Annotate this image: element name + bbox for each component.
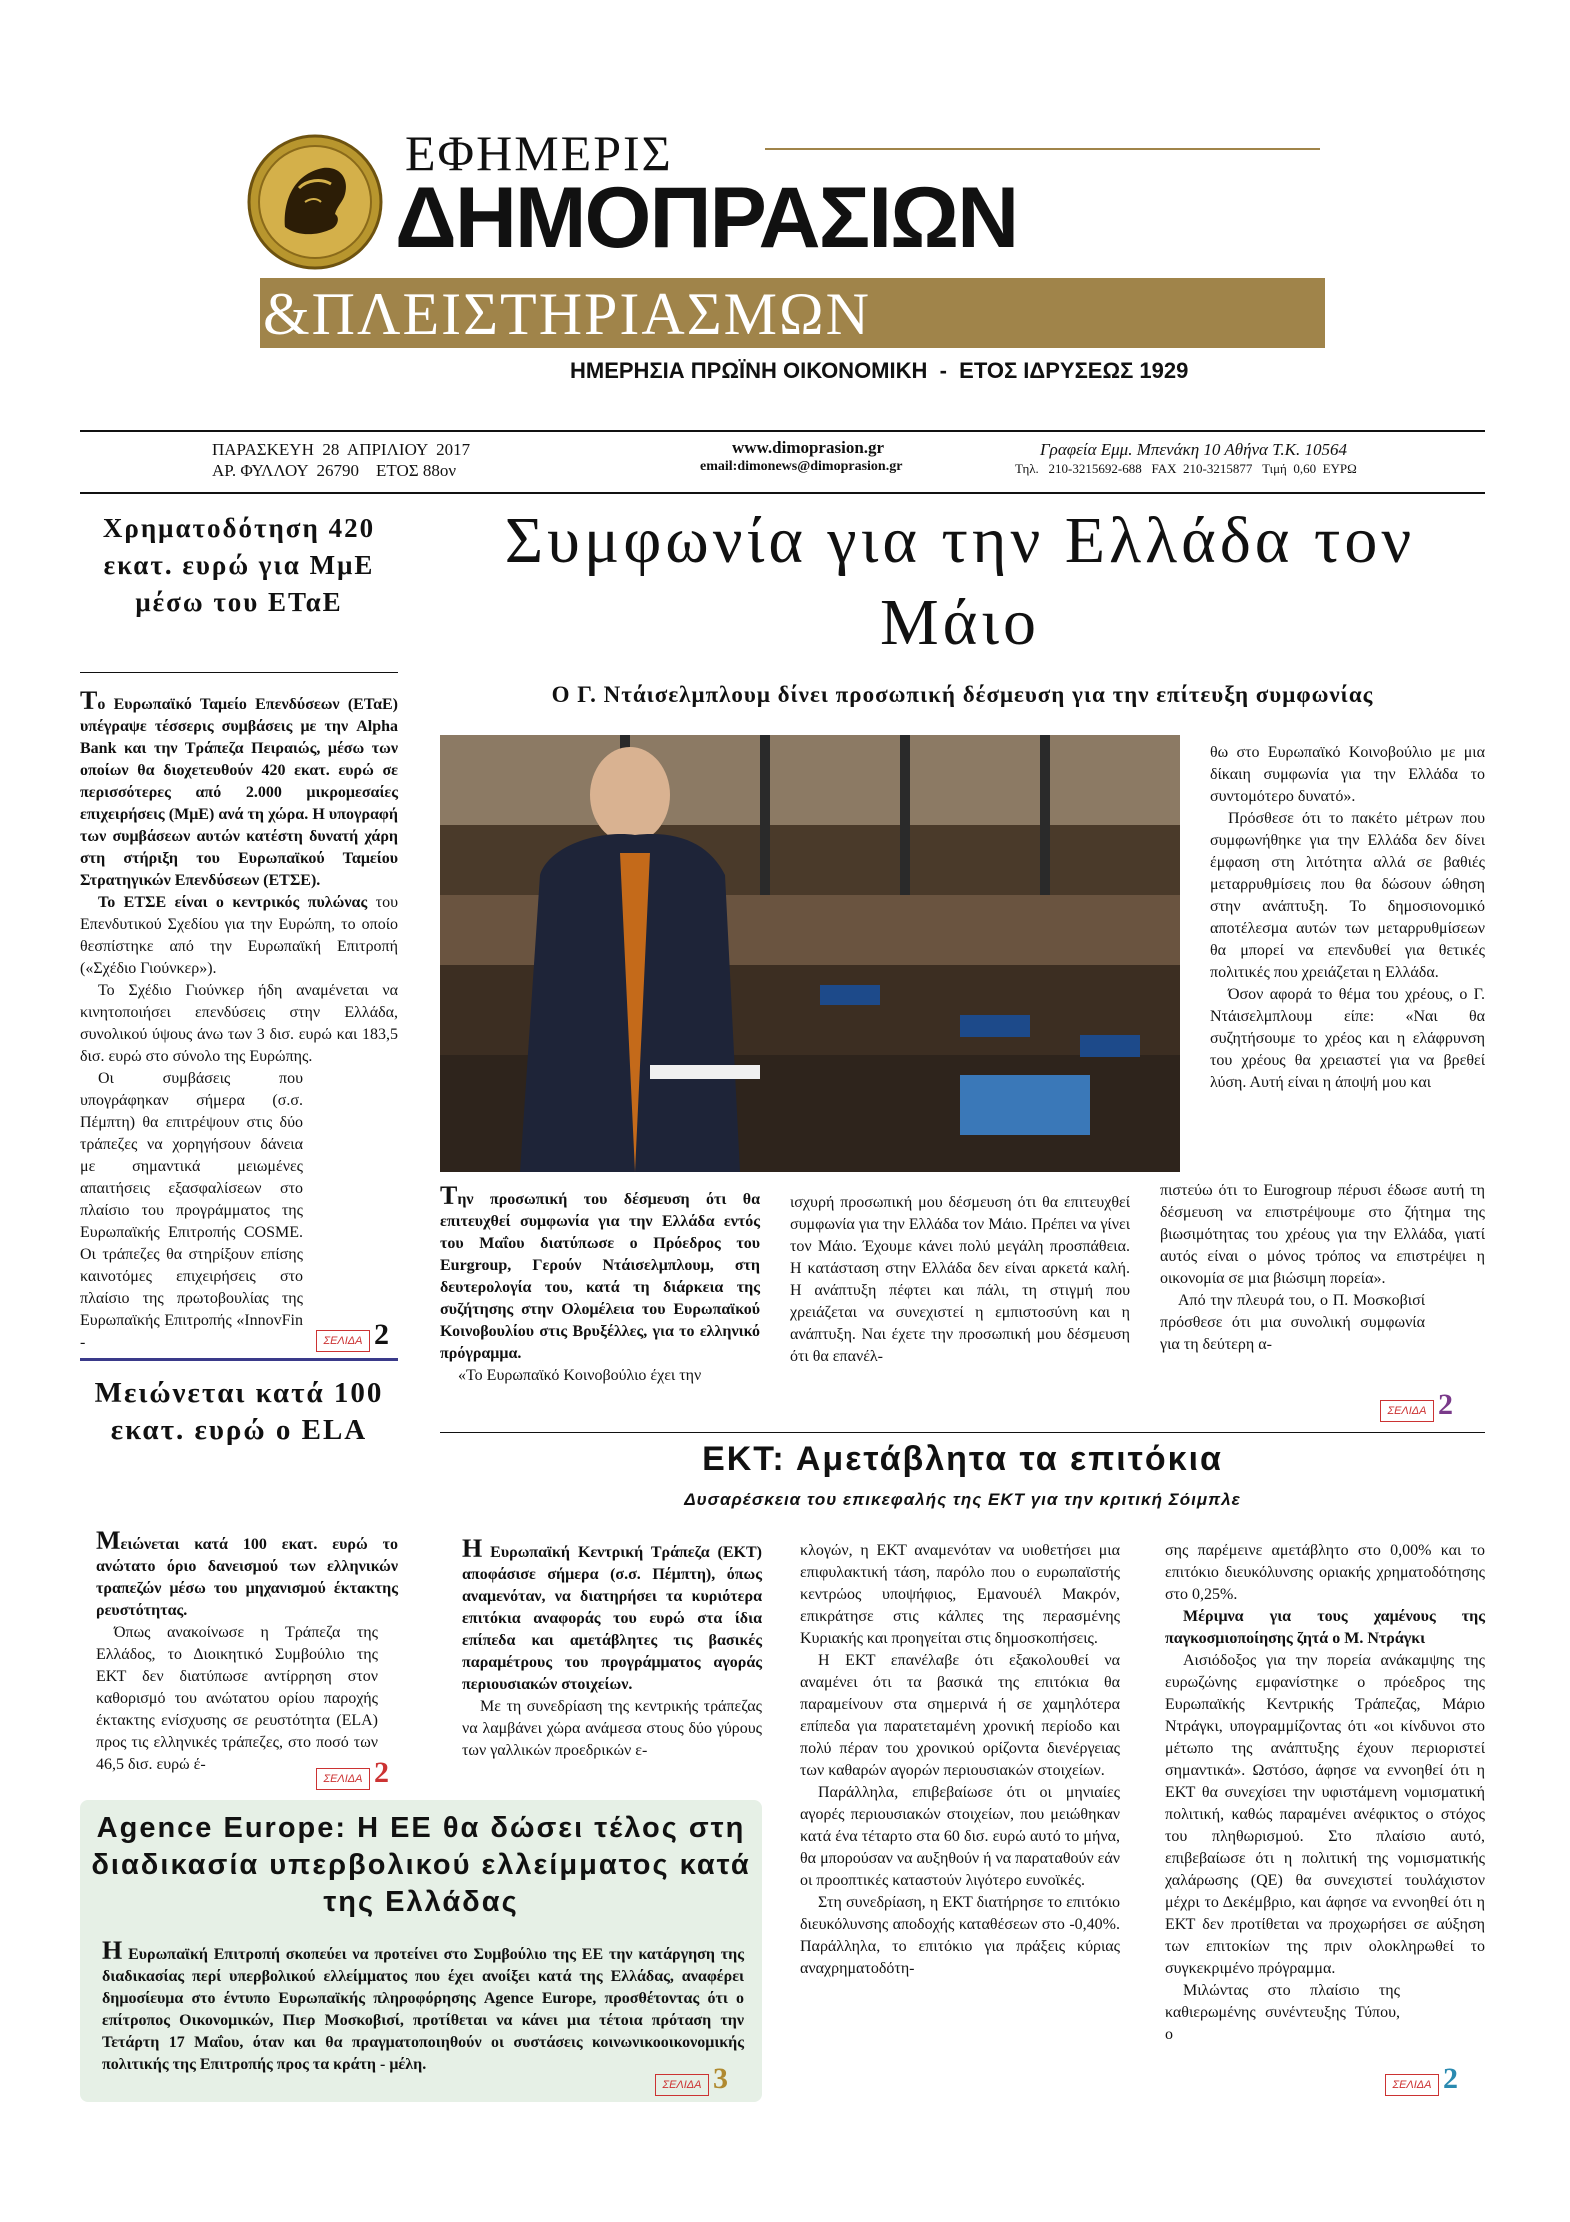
left1-paragraph-2-lead: Το ΕΤΣΕ είναι ο κεντρικός πυλώνας: [98, 894, 368, 911]
masthead-line1: ΕΦΗΜΕΡΙΣ: [405, 125, 673, 181]
main-subhead: Ο Γ. Ντάισελμπλουμ δίνει προσωπική δέσμευση για την επίτευξη συμφωνίας: [551, 682, 1374, 707]
main-col3-paragraph-5: Από την πλευρά του, ο Π. Μοσκοβισί πρόσθεσε ότι μια συνολική συμφωνία για τη δεύτερη α-: [1160, 1292, 1425, 1353]
left1-paragraph-1: ο Ευρωπαϊκό Ταμείο Επενδύσεων (ΕΤαΕ) υπέγραψε τέσσερις συμβάσεις με την Alpha Bank και την Τράπεζα Πειραιώς, μέσω των οποίων θα διοχετευθούν 420 εκατ. ευρώ σε περισσότερες από 2.000 μικρομεσαίες επιχειρήσεις (ΜμΕ) ανά τη χώρα. Η υπογραφή των συμβάσεων αυτών κατέστη δυνατή χάρη στη στήριξη του Ευρωπαϊκού Ταμείου Στρατηγικών Επενδύσεων (ΕΤΣΕ).: [80, 696, 398, 889]
left1-page-number: 2: [374, 1318, 389, 1351]
masthead-line2: ΔΗΜΟΠΡΑΣΙΩΝ: [395, 170, 1018, 266]
ecb-col2-paragraph-4: Στη συνεδρίαση, η ΕΚΤ διατήρησε το επιτόκιο διευκόλυνσης αποδοχής καταθέσεων στο -0,40%. Παράλληλα, το επιτόκιο για πράξεις κύριας αναχρηματοδότη-: [800, 1894, 1120, 1977]
ecb-col3-subhead: Μέριμνα για τους χαμένους της παγκοσμιοποίησης ζητά ο Μ. Ντράγκι: [1165, 1608, 1485, 1647]
main-headline: Συμφωνία για την Ελλάδα τον Μάιο: [504, 504, 1416, 659]
left1-dropcap: Τ: [80, 686, 98, 715]
issue-date: ΠΑΡΑΣΚΕΥΗ 28 ΑΠΡΙΛΙΟΥ 2017: [212, 440, 471, 459]
main-col3-lower: [1160, 1180, 1485, 1356]
main-dropcap: Τ: [440, 1181, 458, 1210]
main-col3-paragraph-1: θω στο Ευρωπαϊκό Κοινοβούλιο με μια δίκαιη συμφωνία για την Ελλάδα το συντομότερο δυνατό».: [1210, 744, 1485, 805]
main-col3-paragraph-2: Πρόσθεσε ότι το πακέτο μέτρων που συμφωνήθηκε για την Ελλάδα δεν δίνει έμφαση στη λιτότητα αλλά σε βαθιές μεταρρυθμίσεις που θα δώσουν ώθηση στην ανάπτυξη. Το δημοσιονομικό αποτέλεσμα αυτών των μεταρρυθμίσεων θα μπορεί να επενδυθεί για θετικές πολιτικές που χρειάζεται η Ελλάδα.: [1210, 810, 1485, 981]
ecb-col3-paragraph-3: Μιλώντας στο πλαίσιο της καθιερωμένης συνέντευξης Τύπου, ο: [1165, 1982, 1400, 2043]
left1-bottom-rule: [80, 1358, 398, 1361]
masthead-rule: [765, 148, 1320, 150]
main-col2: [790, 1192, 1130, 1368]
main-page-ref-label: ΣΕΛΙΔΑ: [1380, 1400, 1434, 1422]
agence-dropcap: Η: [102, 1936, 123, 1965]
main-col2-paragraph-1: ισχυρή προσωπική μου δέσμευση ότι θα επιτευχθεί συμφωνία για την Ελλάδα τον Μάιο. Πρέπει να γίνει τον Μάιο. Έχουμε κάνει πολύ μεγάλη προσπάθεια. Η κατάσταση στην Ελλάδα δεν είναι αρκετά καλή. Η ανάπτυξη πέφτει και πάλι, τη στιγμή που χρειάζεται να συνεχιστεί η εμπιστοσύνη και η ανάπτυξη. Ναι έχετε την προσωπική μου δέσμευση ότι θα επανέλ-: [790, 1194, 1130, 1365]
left2-paragraph-1: ειώνεται κατά 100 εκατ. ευρώ το ανώτατο όριο δανεισμού των ελληνικών τραπεζών μέσω του μηχανισμού έκτακτης ρευστότητας.: [96, 1536, 398, 1619]
left1-title-rule: [80, 672, 398, 673]
masthead-line3: &ΠΛΕΙΣΤΗΡΙΑΣΜΩΝ: [263, 281, 871, 347]
website-link[interactable]: www.dimoprasion.gr: [732, 438, 885, 457]
ecb-col2-paragraph-2: Η ΕΚΤ επανέλαβε ότι εξακολουθεί να αναμένει ότι τα βασικά της επιτόκια θα παραμείνουν στα σημερινά ή σε χαμηλότερα επίπεδα για παρατεταμένη χρονική περίοδο και πολύ πέραν του χρονικού ορίζοντα διενέργειας των καθαρών αγορών περιουσιακών στοιχείων.: [800, 1652, 1120, 1779]
ecb-continued[interactable]: [1385, 2062, 1458, 2096]
ecb-page-number: 2: [1443, 2062, 1458, 2095]
agence-paragraph-1: Ευρωπαϊκή Επιτροπή σκοπεύει να προτείνει στο Συμβούλιο της ΕΕ την κατάργηση της διαδικασίας περί υπερβολικού ελλείμματος που έχει ανοίξει κατά της Ελλάδας, αναφέρει δημοσίευμα στο έντυπο Ευρωπαϊκής πληροφόρησης Agence Europe, προσθέτοντας ότι ο επίτροπος Οικονομικών, Πιερ Μοσκοβισί, προτίθεται να κάνει μια τέτοια πρόταση την Τετάρτη 17 Μαΐου, όταν και θα πραγματοποιηθούν οι συστάσεις κοινωνικοοικονομικής πολιτικής της Επιτροπής προς τα κράτη - μέλη.: [102, 1946, 744, 2073]
left1-continued[interactable]: [316, 1318, 389, 1352]
main-bottom-rule: [440, 1432, 1485, 1433]
ecb-col3: [1165, 1540, 1485, 2046]
info-bar-bottom-rule: [80, 492, 1485, 494]
agence-page-number: 3: [713, 2062, 728, 2095]
ecb-col2-paragraph-1: κλογών, η ΕΚΤ αναμενόταν να υιοθετήσει μια επιφυλακτική τάση, παρόλο που ο ευρωπαϊστής κεντρώος υποψήφιος, Εμανουέλ Μακρόν, επικράτησε στις κάλπες της περασμένης Κυριακής και προηγείται στις δημοσκοπήσεις.: [800, 1542, 1120, 1647]
main-col1-paragraph-1: ην προσωπική του δέσμευση ότι θα επιτευχθεί συμφωνία για την Ελλάδα εντός του Μαΐου διατύπωσε ο Πρόεδρος του Eurgroup, Γερούν Ντάισελμπλουμ, στη δευτερολογία του, κατά τη διάρκεια της συζήτησης στην Ολομέλεια του Ευρωπαϊκού Κοινοβουλίου στις Βρυξέλλες, για το ελληνικό πρόγραμμα.: [440, 1191, 760, 1362]
ecb-col3-paragraph-1: σης παρέμεινε αμετάβλητο στο 0,00% και το επιτόκιο διευκόλυνσης οριακής χρηματοδότησης στο 0,25%.: [1165, 1542, 1485, 1603]
ecb-col1-paragraph-2: Με τη συνεδρίαση της κεντρικής τράπεζας να λαμβάνει χώρα ανάμεσα στους δύο γύρους των γαλλικών προεδρικών ε-: [462, 1698, 762, 1759]
left1-paragraph-2: του Επενδυτικού Σχεδίου για την Ευρώπη, το οποίο θεσπίστηκε από την Ευρωπαϊκή Επιτροπή («Σχέδιο Γιούνκερ»).: [80, 894, 398, 977]
issue-number: ΑΡ. ΦΥΛΛΟΥ 26790 ΕΤΟΣ 88ον: [212, 461, 457, 480]
left1-body: [80, 686, 398, 1354]
ecb-col1-paragraph-1: Ευρωπαϊκή Κεντρική Τράπεζα (ΕΚΤ) αποφάσισε σήμερα (σ.σ. Πέμπτη), όπως αναμενόταν, να διατηρήσει τα κυριότερα επιτόκια αναφοράς του ευρώ στα ίδια επίπεδα και αμετάβλητες τις βασικές παραμέτρους του προγράμματος αγοράς περιουσιακών στοιχείων.: [462, 1544, 762, 1693]
main-col3-paragraph-4: πιστεύω ότι το Eurogroup πέρυσι έδωσε αυτή τη δέσμευση να επιστρέψουμε στο ζήτημα της βιωσιμότητας του χρέους για την Ελλάδα, γιατί αυτός είναι ο μόνος τρόπος να επιστρέψει η οικονομία σε μια βιώσιμη πορεία».: [1160, 1182, 1485, 1287]
ecb-col2: [800, 1540, 1120, 1980]
ecb-col2-paragraph-3: Παράλληλα, επιβεβαίωσε ότι οι μηνιαίες αγορές περιουσιακών στοιχείων, που μειώθηκαν κατά ένα τέταρτο στα 60 δισ. ευρώ αυτό το μήνα, θα μπορούσαν να αυξηθούν ή να παραταθούν εάν οι προοπτικές καταστούν λιγότερο ευνοϊκές.: [800, 1784, 1120, 1889]
main-col1: [440, 1181, 760, 1387]
ecb-col1: [462, 1534, 762, 1762]
left2-page-ref-label: ΣΕΛΙΔΑ: [316, 1768, 370, 1790]
office-address: Γραφεία Εμμ. Μπενάκη 10 Αθήνα Τ.Κ. 10564: [1040, 440, 1348, 459]
main-photo: [440, 735, 1180, 1172]
email-link[interactable]: email:dimonews@dimoprasion.gr: [700, 459, 903, 474]
main-col1-paragraph-2: «Το Ευρωπαϊκό Κοινοβούλιο έχει την: [458, 1367, 702, 1384]
agence-page-ref-label: ΣΕΛΙΔΑ: [655, 2074, 709, 2096]
left2-body: [96, 1526, 398, 1776]
left1-paragraph-3: Το Σχέδιο Γιούνκερ ήδη αναμένεται να κινητοποιήσει επενδύσεις στην Ελλάδα, συνολικού ύψους άνω των 3 δισ. ευρώ και 183,5 δισ. ευρώ στο σύνολο της Ευρώπης.: [80, 982, 398, 1065]
coin-logo-icon: [245, 132, 385, 272]
agence-body: [102, 1936, 744, 2076]
masthead: [245, 120, 1330, 410]
ecb-col3-paragraph-2: Αισιόδοξος για την πορεία ανάκαμψης της ευρωζώνης εμφανίστηκε ο πρόεδρος της Ευρωπαϊκής Κεντρικής Τράπεζας, Μάριο Ντράγκι, υπογραμμίζοντας ότι «οι κίνδυνοι στο μέτωπο της ανάπτυξης έχουν περιοριστεί σημαντικά». Ωστόσο, άφησε να εννοηθεί ότι η ΕΚΤ θα συνεχίσει την υφιστάμενη νομισματική πολιτική, καθώς παραμένει ανέφικτος ο στόχος του πληθωρισμού. Στο πλαίσιο αυτό, επιβεβαίωσε ότι η πολιτική της νομισματικής χαλάρωσης (QE) θα συνεχιστεί τουλάχιστον μέχρι το Δεκέμβριο, και άφησε να εννοηθεί ότι η ΕΚΤ δεν προτίθεται να προχωρήσει σε αύξηση των επιτοκίων της πριν ολοκληρωθεί το συγκεκριμένο πρόγραμμα.: [1165, 1652, 1485, 1977]
left2-continued[interactable]: [316, 1756, 389, 1790]
left2-title: Μειώνεται κατά 100 εκατ. ευρώ ο ELA: [94, 1377, 384, 1446]
masthead-tagline: ΗΜΕΡΗΣΙΑ ΠΡΩΪΝΗ ΟΙΚΟΝΟΜΙΚΗ - ΕΤΟΣ ΙΔΡΥΣΕΩΣ 1929: [570, 358, 1189, 383]
agence-europe-box: [80, 1800, 762, 2102]
left2-page-number: 2: [374, 1756, 389, 1789]
main-col3-paragraph-3: Όσον αφορά το θέμα του χρέους, ο Γ. Ντάισελμπλουμ είπε: «Ναι θα συζητήσουμε το χρέος και η ελάφρυνση του χρέους θα χρειαστεί για να βρεθεί λύση. Αυτή είναι η άποψή μου και: [1210, 986, 1485, 1091]
left2-dropcap: Μ: [96, 1526, 121, 1555]
left2-paragraph-2: Όπως ανακοίνωσε η Τράπεζα της Ελλάδος, το Διοικητικό Συμβούλιο της ΕΚΤ δεν διατύπωσε αντίρρηση στον καθορισμό του ανώτατου ορίου παροχής έκτακτης ενίσχυσης σε ρευστότητα (ELA) προς τις ελληνικές τράπεζες, στο ποσό των 46,5 δισ. ευρώ έ-: [96, 1624, 378, 1773]
main-continued[interactable]: [1380, 1388, 1453, 1422]
agence-headline: Agence Europe: Η ΕΕ θα δώσει τέλος στη διαδικασία υπερβολικού ελλείμματος κατά της Ελλάδας: [91, 1812, 751, 1918]
ecb-page-ref-label: ΣΕΛΙΔΑ: [1385, 2074, 1439, 2096]
left1-title: Χρηματοδότηση 420 εκατ. ευρώ για ΜμΕ μέσω του ΕΤαΕ: [102, 513, 376, 617]
main-col3: [1210, 742, 1485, 1094]
agence-continued[interactable]: [655, 2062, 728, 2096]
ecb-dropcap: Η: [462, 1534, 483, 1563]
ecb-subhead: Δυσαρέσκεια του επικεφαλής της ΕΚΤ για την κριτική Σόιμπλε: [684, 1490, 1241, 1509]
ecb-headline: ΕΚΤ: Αμετάβλητα τα επιτόκια: [702, 1440, 1223, 1478]
left1-page-ref-label: ΣΕΛΙΔΑ: [316, 1330, 370, 1352]
info-bar-top-rule: [80, 430, 1485, 432]
main-page-number: 2: [1438, 1388, 1453, 1421]
left1-paragraph-4: Οι συμβάσεις που υπογράφηκαν σήμερα (σ.σ. Πέμπτη) θα επιτρέψουν στις δύο τράπεζες να χορηγήσουν δάνεια με σημαντικά μειωμένες απαιτήσεις εξασφαλίσεων στο πλαίσιο του προγράμματος της Ευρωπαϊκής Επιτροπής COSME. Οι τράπεζες θα στηρίξουν επίσης καινοτόμες επιχειρήσεις στο πλαίσιο της πρωτοβουλίας της Ευρωπαϊκής Επιτροπής «InnovFin -: [80, 1070, 303, 1351]
phones-price: Τηλ. 210-3215692-688 FAX 210-3215877 Τιμή 0,60 ΕΥΡΩ: [1015, 461, 1357, 476]
